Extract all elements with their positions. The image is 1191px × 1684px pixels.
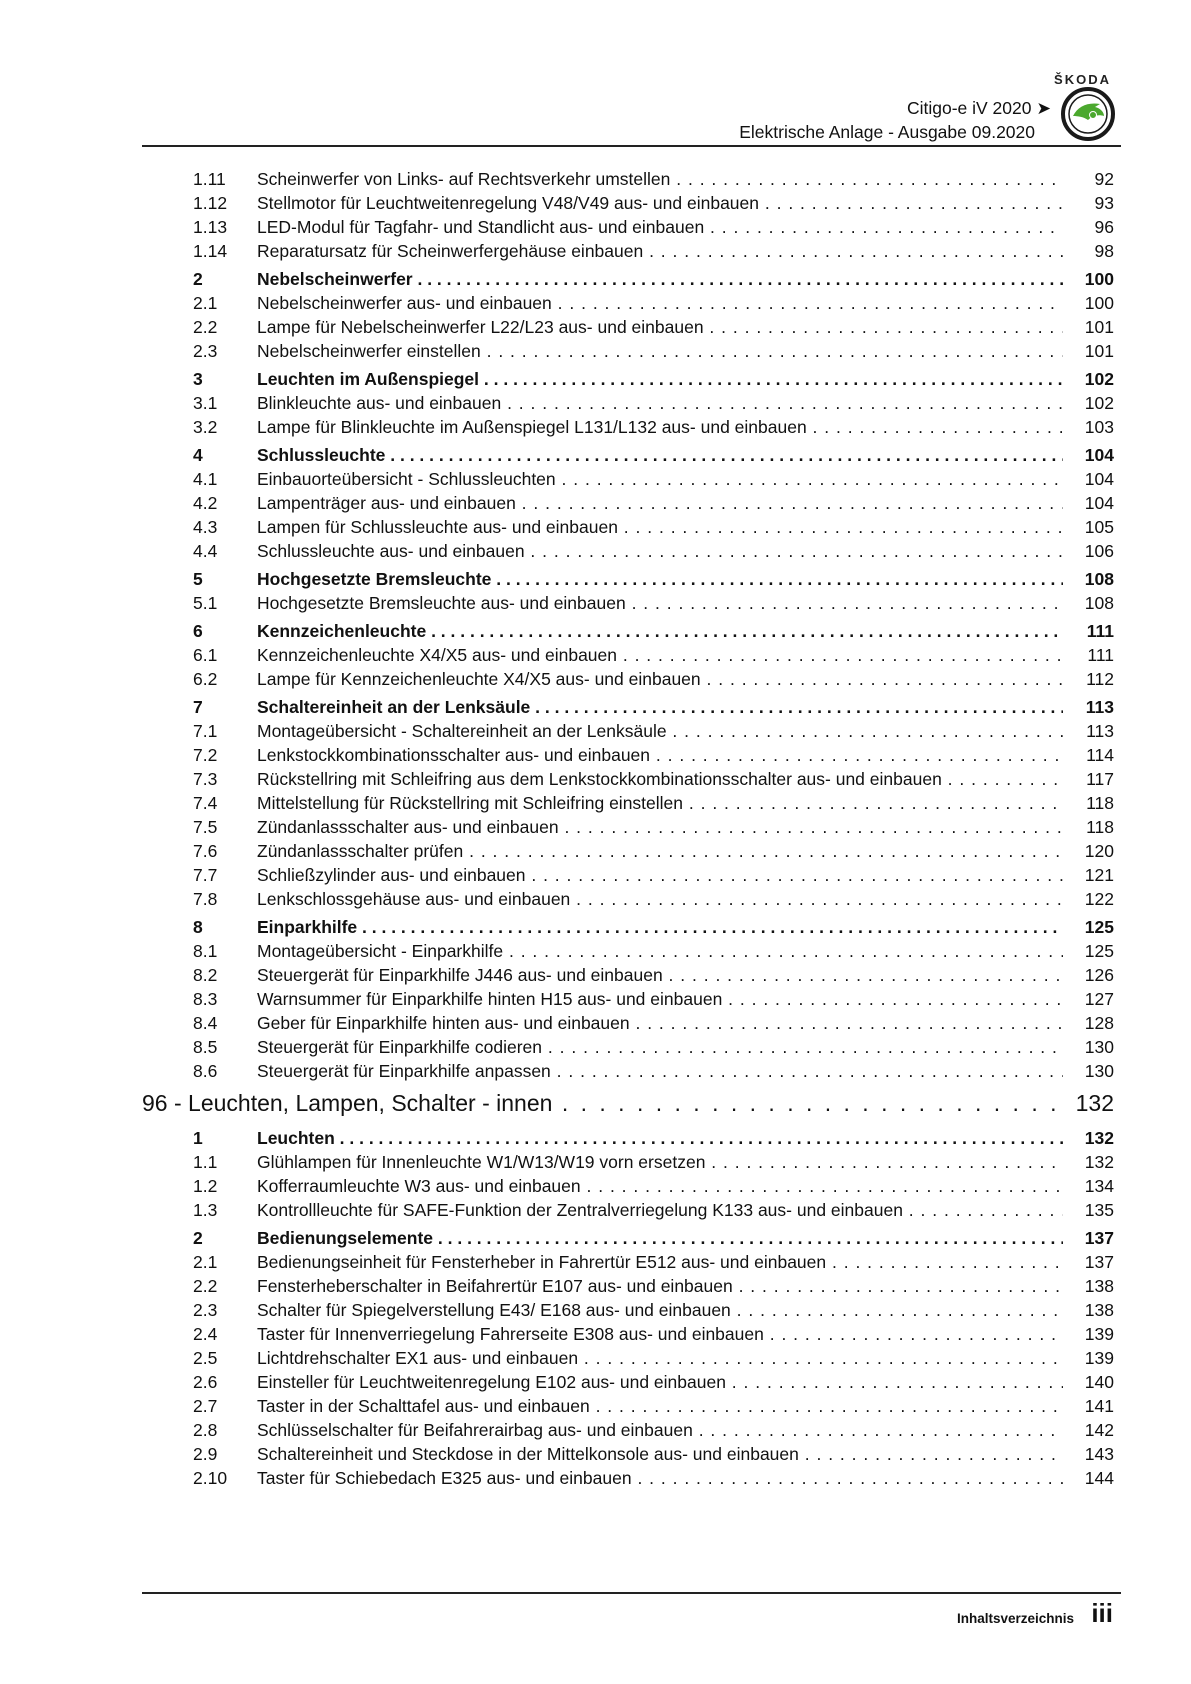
toc-entry[interactable] xyxy=(0,643,1191,667)
toc-entry-title xyxy=(257,695,1063,719)
toc-entry-title xyxy=(257,1298,1063,1322)
toc-entry-number: 7.3 xyxy=(193,769,218,789)
toc-entry-title xyxy=(257,1198,1063,1222)
toc-entry-title xyxy=(257,415,1063,439)
toc-entry-number: 7.7 xyxy=(193,865,218,885)
toc-entry-number: 2.8 xyxy=(193,1420,218,1440)
toc-entry-number: 6.2 xyxy=(193,669,218,689)
toc-entry-title xyxy=(257,1150,1063,1174)
toc-entry-number: 7.1 xyxy=(193,721,218,741)
toc-entry-title-text: Leuchten xyxy=(257,1128,335,1148)
toc-entry[interactable] xyxy=(0,1198,1191,1222)
toc-entry-title-text: Lampenträger aus- und einbauen xyxy=(257,493,516,513)
toc-entry[interactable] xyxy=(0,591,1191,615)
toc-entry-title-text: Nebelscheinwerfer einstellen xyxy=(257,341,481,361)
toc-entry-title xyxy=(257,467,1063,491)
toc-entry-title xyxy=(257,491,1063,515)
toc-entry-number: 6 xyxy=(193,621,203,641)
toc-entry-number: 2.6 xyxy=(193,1372,218,1392)
toc-entry-title xyxy=(257,291,1063,315)
toc-entry-number: 4.1 xyxy=(193,469,218,489)
toc-entry-page: 112 xyxy=(1086,669,1114,689)
toc-entry-number: 1.13 xyxy=(193,217,228,237)
toc-entry-page: 103 xyxy=(1084,417,1114,437)
toc-entry[interactable] xyxy=(0,743,1191,767)
toc-chapter-heading[interactable] xyxy=(0,1088,1191,1118)
toc-entry-title-text: Taster für Schiebedach E325 aus- und einbauen xyxy=(257,1468,632,1488)
toc-entry[interactable] xyxy=(0,839,1191,863)
toc-entry-page: 138 xyxy=(1084,1276,1114,1296)
toc-entry-number: 7.4 xyxy=(193,793,218,813)
toc-entry-title-text: Glühlampen für Innenleuchte W1/W13/W19 vorn ersetzen xyxy=(257,1152,706,1172)
toc-entry-number: 2 xyxy=(193,269,203,289)
toc-entry-title xyxy=(257,915,1063,939)
toc-entry-title-text: Schließzylinder aus- und einbauen xyxy=(257,865,526,885)
toc-entry[interactable] xyxy=(0,315,1191,339)
toc-entry[interactable] xyxy=(0,339,1191,363)
toc-entry-page: 120 xyxy=(1084,841,1114,861)
toc-entry-title xyxy=(257,1059,1063,1083)
toc-entry-page: 93 xyxy=(1094,193,1114,213)
toc-entry-title xyxy=(257,1346,1063,1370)
toc-entry[interactable] xyxy=(0,167,1191,191)
toc-entry-number: 2.1 xyxy=(193,1252,218,1272)
toc-entry-title xyxy=(257,539,1063,563)
toc-entry-title xyxy=(257,887,1063,911)
toc-entry-page: 104 xyxy=(1084,493,1114,513)
toc-entry-number: 2.3 xyxy=(193,341,218,361)
toc-entry[interactable] xyxy=(0,1370,1191,1394)
toc-entry-number: 3 xyxy=(193,369,203,389)
toc-entry[interactable] xyxy=(0,815,1191,839)
toc-entry-title-text: Blinkleuchte aus- und einbauen xyxy=(257,393,502,413)
toc-entry[interactable] xyxy=(0,1442,1191,1466)
toc-entry-title xyxy=(257,315,1063,339)
toc-entry-title xyxy=(257,1466,1063,1490)
toc-entry-number: 1.1 xyxy=(193,1152,218,1172)
toc-entry-page: 139 xyxy=(1084,1324,1114,1344)
toc-entry-title-text: Montageübersicht - Einparkhilfe xyxy=(257,941,504,961)
toc-entry-page: 102 xyxy=(1084,369,1114,389)
toc-entry[interactable] xyxy=(0,1394,1191,1418)
toc-entry-title xyxy=(257,963,1063,987)
toc-entry-page: 141 xyxy=(1084,1396,1114,1416)
toc-entry[interactable] xyxy=(0,1322,1191,1346)
toc-entry-title xyxy=(257,719,1063,743)
toc-entry-page: 142 xyxy=(1084,1420,1114,1440)
toc-entry-page: 96 xyxy=(1094,217,1114,237)
toc-entry-title-text: Kennzeichenleuchte X4/X5 aus- und einbauen xyxy=(257,645,617,665)
toc-entry[interactable] xyxy=(0,987,1191,1011)
toc-entry-page: 113 xyxy=(1086,721,1114,741)
toc-entry-number: 7.5 xyxy=(193,817,218,837)
toc-entry-page: 132 xyxy=(1084,1152,1114,1172)
toc-entry-title-text: Lichtdrehschalter EX1 aus- und einbauen xyxy=(257,1348,579,1368)
toc-entry-title-text: Kofferraumleuchte W3 aus- und einbauen xyxy=(257,1176,581,1196)
toc-entry-number: 1 xyxy=(193,1128,203,1148)
toc-entry-title xyxy=(257,267,1063,291)
toc-entry-page: 127 xyxy=(1084,989,1114,1009)
toc-entry-number: 3.2 xyxy=(193,417,218,437)
toc-entry-title xyxy=(257,619,1063,643)
toc-entry-page: 106 xyxy=(1084,541,1114,561)
toc-section-heading[interactable] xyxy=(0,1126,1191,1150)
toc-entry-title xyxy=(257,791,1063,815)
toc-entry[interactable] xyxy=(0,863,1191,887)
toc-entry-page: 92 xyxy=(1094,169,1114,189)
toc-entry-page: 114 xyxy=(1086,745,1114,765)
toc-entry[interactable] xyxy=(0,1346,1191,1370)
toc-entry-number: 5.1 xyxy=(193,593,218,613)
toc-section-heading[interactable] xyxy=(0,915,1191,939)
toc-entry[interactable] xyxy=(0,719,1191,743)
toc-entry-title xyxy=(257,1322,1063,1346)
toc-entry-number: 6.1 xyxy=(193,645,218,665)
toc-entry-number: 8 xyxy=(193,917,203,937)
toc-entry-page: 100 xyxy=(1084,293,1114,313)
toc-entry-number: 1.11 xyxy=(193,169,226,189)
toc-entry-title xyxy=(257,815,1063,839)
toc-entry-title xyxy=(257,743,1063,767)
page-number: iii xyxy=(1091,1598,1113,1628)
toc-entry-title-text: Bedienungseinheit für Fensterheber in Fahrertür E512 aus- und einbauen xyxy=(257,1252,827,1272)
toc-entry-page: 111 xyxy=(1087,645,1114,665)
toc-entry[interactable] xyxy=(0,887,1191,911)
toc-entry-number: 2.5 xyxy=(193,1348,218,1368)
toc-entry-number: 8.4 xyxy=(193,1013,218,1033)
toc-entry-title xyxy=(257,391,1063,415)
toc-section-heading[interactable] xyxy=(0,267,1191,291)
toc-entry-title-text: Schlussleuchte aus- und einbauen xyxy=(257,541,525,561)
toc-entry[interactable] xyxy=(0,515,1191,539)
toc-entry[interactable] xyxy=(0,667,1191,691)
toc-entry-title xyxy=(257,215,1063,239)
toc-entry-page: 143 xyxy=(1084,1444,1114,1464)
toc-entry-page: 100 xyxy=(1084,269,1114,289)
toc-entry[interactable] xyxy=(0,239,1191,263)
toc-entry-title-text: Nebelscheinwerfer xyxy=(257,269,413,289)
toc-entry-title xyxy=(257,667,1063,691)
toc-entry[interactable] xyxy=(0,1150,1191,1174)
toc-entry-title xyxy=(257,1274,1063,1298)
toc-entry-page: 140 xyxy=(1084,1372,1114,1392)
toc-entry[interactable] xyxy=(0,1059,1191,1083)
toc-entry-title-text: Mittelstellung für Rückstellring mit Schleifring einstellen xyxy=(257,793,684,813)
toc-entry-number: 7.6 xyxy=(193,841,218,861)
toc-entry-title xyxy=(257,443,1063,467)
toc-entry[interactable] xyxy=(0,767,1191,791)
toc-entry[interactable] xyxy=(0,1250,1191,1274)
toc-entry-page: 130 xyxy=(1084,1037,1114,1057)
toc-entry[interactable] xyxy=(0,191,1191,215)
toc-entry-number: 2 xyxy=(193,1228,203,1248)
toc-entry-page: 130 xyxy=(1084,1061,1114,1081)
toc-section-heading[interactable] xyxy=(0,443,1191,467)
toc-entry-title xyxy=(257,643,1063,667)
toc-entry-title-text: Montageübersicht - Schaltereinheit an der Lenksäule xyxy=(257,721,667,741)
toc-entry-title-text: Lampe für Nebelscheinwerfer L22/L23 aus- und einbauen xyxy=(257,317,704,337)
toc-entry-title-text: Taster für Innenverriegelung Fahrerseite E308 aus- und einbauen xyxy=(257,1324,764,1344)
toc-entry-page: 138 xyxy=(1084,1300,1114,1320)
toc-entry-number: 4.4 xyxy=(193,541,218,561)
footer-divider xyxy=(142,1592,1121,1594)
toc-entry-number: 4.2 xyxy=(193,493,218,513)
toc-entry-number: 1.12 xyxy=(193,193,228,213)
toc-entry-title xyxy=(257,567,1063,591)
document-title-model: Citigo-e iV 2020 ➤ xyxy=(906,98,1051,118)
toc-entry-title-text: Hochgesetzte Bremsleuchte aus- und einbauen xyxy=(257,593,626,613)
toc-entry-title xyxy=(257,167,1063,191)
toc-section-heading[interactable] xyxy=(0,1226,1191,1250)
toc-entry-title-text: Nebelscheinwerfer aus- und einbauen xyxy=(257,293,552,313)
toc-entry-page: 105 xyxy=(1084,517,1114,537)
toc-entry-number: 4.3 xyxy=(193,517,218,537)
toc-entry-number: 3.1 xyxy=(193,393,218,413)
toc-entry-number: 2.2 xyxy=(193,1276,218,1296)
toc-entry-page: 104 xyxy=(1084,445,1114,465)
toc-entry-title-text: Hochgesetzte Bremsleuchte xyxy=(257,569,492,589)
toc-entry-title-text: Zündanlassschalter aus- und einbauen xyxy=(257,817,559,837)
toc-entry-title xyxy=(257,767,1063,791)
toc-section-heading[interactable] xyxy=(0,695,1191,719)
toc-entry-page: 122 xyxy=(1084,889,1114,909)
toc-section-heading[interactable] xyxy=(0,367,1191,391)
toc-entry[interactable] xyxy=(0,215,1191,239)
toc-entry-page: 139 xyxy=(1084,1348,1114,1368)
toc-entry[interactable] xyxy=(0,291,1191,315)
toc-entry-number: 1.3 xyxy=(193,1200,218,1220)
toc-entry-title-text: Geber für Einparkhilfe hinten aus- und einbauen xyxy=(257,1013,630,1033)
toc-entry-page: 137 xyxy=(1084,1252,1114,1272)
toc-entry-title xyxy=(257,1442,1063,1466)
toc-entry-number: 2.3 xyxy=(193,1300,218,1320)
toc-entry-title-text: Einbauorteübersicht - Schlussleuchten xyxy=(257,469,556,489)
toc-entry-number: 5 xyxy=(193,569,203,589)
toc-entry-title-text: Steuergerät für Einparkhilfe anpassen xyxy=(257,1061,551,1081)
toc-entry-title xyxy=(257,1370,1063,1394)
toc-entry-number: 8.6 xyxy=(193,1061,218,1081)
toc-entry-title xyxy=(257,1011,1063,1035)
toc-entry-title xyxy=(257,191,1063,215)
toc-entry-number: 2.1 xyxy=(193,293,218,313)
toc-entry[interactable] xyxy=(0,1418,1191,1442)
toc-entry-title-text: Schaltereinheit an der Lenksäule xyxy=(257,697,531,717)
toc-entry-title-text: Steuergerät für Einparkhilfe J446 aus- und einbauen xyxy=(257,965,663,985)
toc-entry-title-text: Lenkstockkombinationsschalter aus- und einbauen xyxy=(257,745,651,765)
toc-entry-number: 7.2 xyxy=(193,745,218,765)
toc-entry-title-text: LED-Modul für Tagfahr- und Standlicht aus- und einbauen xyxy=(257,217,705,237)
toc-entry-title xyxy=(257,939,1063,963)
toc-entry[interactable] xyxy=(0,467,1191,491)
toc-entry-title-text: Kennzeichenleuchte xyxy=(257,621,427,641)
toc-entry-title-text: Einsteller für Leuchtweitenregelung E102 aus- und einbauen xyxy=(257,1372,726,1392)
toc-entry-title xyxy=(257,1226,1063,1250)
toc-entry-title xyxy=(257,1418,1063,1442)
header-divider xyxy=(142,145,1121,147)
toc-entry[interactable] xyxy=(0,491,1191,515)
toc-entry-page: 135 xyxy=(1084,1200,1114,1220)
toc-entry[interactable] xyxy=(0,939,1191,963)
toc-entry-page: 104 xyxy=(1084,469,1114,489)
toc-entry-title-text: Lampen für Schlussleuchte aus- und einbauen xyxy=(257,517,618,537)
toc-entry-page: 111 xyxy=(1086,621,1114,641)
toc-entry-title xyxy=(257,1035,1063,1059)
toc-entry-title xyxy=(257,1250,1063,1274)
toc-entry-title-text: Rückstellring mit Schleifring aus dem Lenkstockkombinationsschalter aus- und einbauen xyxy=(257,769,942,789)
toc-entry-title xyxy=(257,339,1063,363)
toc-entry-page: 98 xyxy=(1094,241,1114,261)
toc-entry-title-text: Zündanlassschalter prüfen xyxy=(257,841,464,861)
toc-entry[interactable] xyxy=(0,1011,1191,1035)
toc-entry-title-text: Warnsummer für Einparkhilfe hinten H15 aus- und einbauen xyxy=(257,989,723,1009)
toc-chapter-page: 132 xyxy=(1075,1090,1114,1116)
toc-entry[interactable] xyxy=(0,1298,1191,1322)
toc-entry-page: 125 xyxy=(1084,917,1114,937)
toc-entry-title xyxy=(257,515,1063,539)
toc-entry-title-text: Einparkhilfe xyxy=(257,917,358,937)
toc-entry-title-text: Leuchten im Außenspiegel xyxy=(257,369,480,389)
toc-entry[interactable] xyxy=(0,963,1191,987)
toc-entry-page: 137 xyxy=(1084,1228,1114,1248)
toc-entry-number: 2.9 xyxy=(193,1444,218,1464)
toc-chapter-title xyxy=(142,1088,1060,1118)
toc-entry-page: 118 xyxy=(1086,793,1114,813)
footer-section-label: Inhaltsverzeichnis xyxy=(956,1611,1074,1626)
skoda-logo-icon xyxy=(1060,86,1116,142)
toc-entry-title-text: Scheinwerfer von Links- auf Rechtsverkehr umstellen xyxy=(257,169,671,189)
toc-entry-title-text: Lampe für Kennzeichenleuchte X4/X5 aus- und einbauen xyxy=(257,669,701,689)
toc-entry-title xyxy=(257,987,1063,1011)
toc-entry[interactable] xyxy=(0,1274,1191,1298)
toc-entry[interactable] xyxy=(0,1174,1191,1198)
toc-entry-number: 4 xyxy=(193,445,203,465)
toc-entry-number: 1.2 xyxy=(193,1176,218,1196)
toc-section-heading[interactable] xyxy=(0,619,1191,643)
toc-entry-title-text: Reparatursatz für Scheinwerfergehäuse einbauen xyxy=(257,241,644,261)
toc-entry-title xyxy=(257,591,1063,615)
toc-entry-title-text: Bedienungselemente xyxy=(257,1228,434,1248)
toc-entry-title xyxy=(257,367,1063,391)
toc-entry-number: 2.2 xyxy=(193,317,218,337)
toc-entry-number: 8.3 xyxy=(193,989,218,1009)
toc-entry-page: 121 xyxy=(1084,865,1114,885)
toc-entry-page: 144 xyxy=(1084,1468,1114,1488)
page-header xyxy=(0,0,1191,150)
toc-entry-title xyxy=(257,1126,1063,1150)
toc-entry-title-text: Schlussleuchte xyxy=(257,445,386,465)
toc-entry-number: 8.1 xyxy=(193,941,218,961)
toc-entry-number: 7.8 xyxy=(193,889,218,909)
toc-entry-page: 126 xyxy=(1084,965,1114,985)
toc-entry-title xyxy=(257,863,1063,887)
toc-entry[interactable] xyxy=(0,391,1191,415)
toc-entry[interactable] xyxy=(0,1035,1191,1059)
toc-entry-page: 108 xyxy=(1084,593,1114,613)
toc-entry-title-text: Lenkschlossgehäuse aus- und einbauen xyxy=(257,889,571,909)
brand-wordmark: ŠKODA xyxy=(1054,72,1111,87)
toc-entry-title-text: Kontrollleuchte für SAFE-Funktion der Zentralverriegelung K133 aus- und einbauen xyxy=(257,1200,903,1220)
toc-entry-number: 2.10 xyxy=(193,1468,228,1488)
toc-entry-page: 101 xyxy=(1084,341,1114,361)
document-title-edition: Elektrische Anlage - Ausgabe 09.2020 xyxy=(739,122,1035,142)
toc-entry[interactable] xyxy=(0,791,1191,815)
toc-entry-title xyxy=(257,1174,1063,1198)
toc-entry-number: 8.2 xyxy=(193,965,218,985)
toc-entry-page: 113 xyxy=(1085,697,1114,717)
toc-entry-title xyxy=(257,839,1063,863)
toc-entry-number: 8.5 xyxy=(193,1037,218,1057)
toc-entry-title-text: Lampe für Blinkleuchte im Außenspiegel L131/L132 aus- und einbauen xyxy=(257,417,807,437)
toc-entry[interactable] xyxy=(0,1466,1191,1490)
toc-entry-page: 108 xyxy=(1084,569,1114,589)
toc-entry[interactable] xyxy=(0,415,1191,439)
toc-entry-title-text: Steuergerät für Einparkhilfe codieren xyxy=(257,1037,543,1057)
toc-entry-title-text: Fensterheberschalter in Beifahrertür E107 aus- und einbauen xyxy=(257,1276,733,1296)
toc-entry-number: 2.7 xyxy=(193,1396,218,1416)
toc-entry-page: 134 xyxy=(1084,1176,1114,1196)
toc-section-heading[interactable] xyxy=(0,567,1191,591)
toc-entry[interactable] xyxy=(0,539,1191,563)
toc-entry-page: 101 xyxy=(1084,317,1114,337)
toc-entry-title-text: Schalter für Spiegelverstellung E43/ E168 aus- und einbauen xyxy=(257,1300,731,1320)
toc-entry-page: 128 xyxy=(1084,1013,1114,1033)
toc-entry-number: 2.4 xyxy=(193,1324,218,1344)
toc-entry-title-text: Taster in der Schalttafel aus- und einbauen xyxy=(257,1396,590,1416)
toc-entry-title xyxy=(257,239,1063,263)
toc-entry-title-text: Schaltereinheit und Steckdose in der Mittelkonsole aus- und einbauen xyxy=(257,1444,799,1464)
toc-entry-page: 132 xyxy=(1084,1128,1114,1148)
toc-chapter-title-text: 96 - Leuchten, Lampen, Schalter - innen xyxy=(142,1090,553,1116)
toc-entry-page: 118 xyxy=(1086,817,1114,837)
toc-entry-page: 117 xyxy=(1086,769,1114,789)
toc-entry-page: 102 xyxy=(1084,393,1114,413)
toc-entry-title xyxy=(257,1394,1063,1418)
toc-entry-page: 125 xyxy=(1084,941,1114,961)
toc-entry-title-text: Schlüsselschalter für Beifahrerairbag aus- und einbauen xyxy=(257,1420,693,1440)
toc-entry-number: 7 xyxy=(193,697,203,717)
toc-entry-number: 1.14 xyxy=(193,241,228,261)
toc-entry-title-text: Stellmotor für Leuchtweitenregelung V48/V49 aus- und einbauen xyxy=(257,193,760,213)
